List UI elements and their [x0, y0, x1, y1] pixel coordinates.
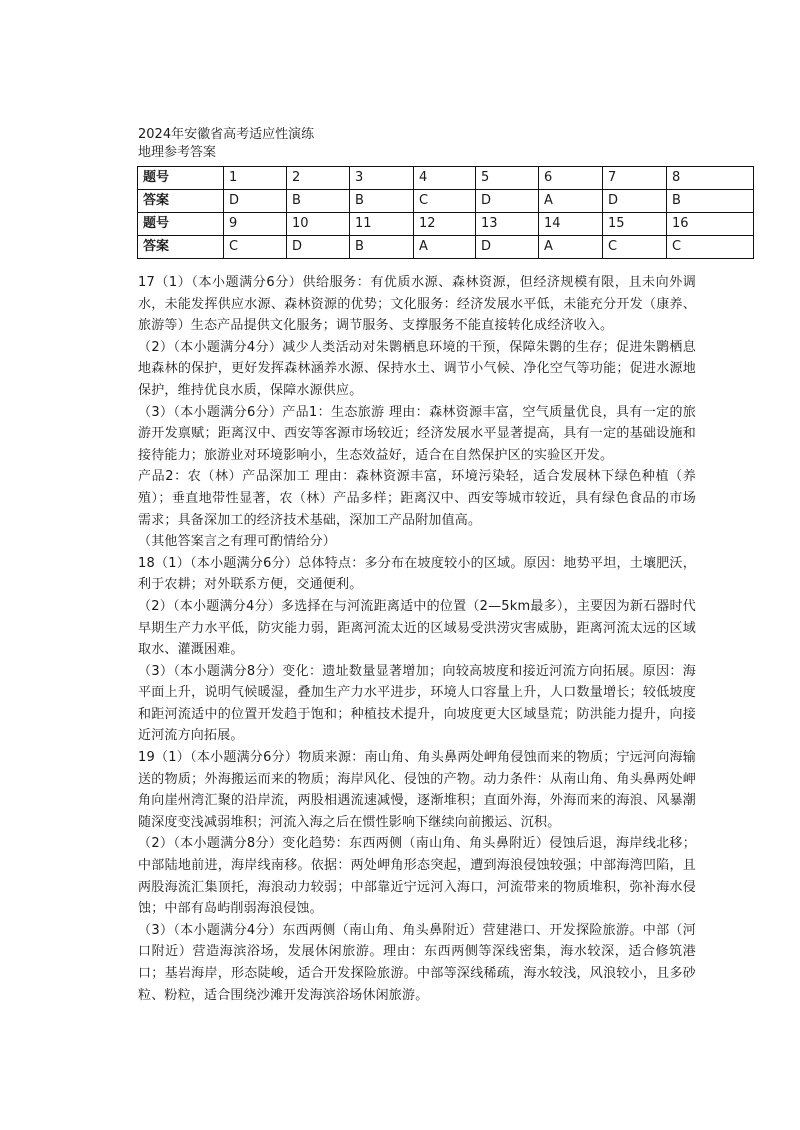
table-cell: 12	[414, 213, 476, 236]
table-cell: B	[350, 190, 414, 213]
table-cell: C	[603, 236, 667, 259]
answer-paragraph: （3）（本小题满分6分）产品1：生态旅游 理由：森林资源丰富，空气质量优良，具有一定的旅游开发禀赋；距离汉中、西安等客源市场较近；经济发展水平显著提高，具有一定的基础设施和接待能力；旅游业对环境影响小，生态效益好，适合在自然保护区的实验区开发。	[138, 404, 696, 463]
table-cell: D	[287, 236, 350, 259]
table-cell: A	[414, 236, 476, 259]
answer-paragraph: 19（1）（本小题满分6分）物质来源：南山角、角头鼻两处岬角侵蚀而来的物质；宁远河向海输送的物质；外海搬运而来的物质；海岸风化、侵蚀的产物。动力条件：从南山角、角头鼻两处岬角向崖州湾汇聚的沿岸流，两股相遇流速减慢，逐渐堆积；直面外海，外海而来的海浪、风暴潮随深度变浅减弱堆积；河流入海之后在惯性影响下继续向前搬运、沉积。	[138, 750, 696, 830]
table-cell: B	[350, 236, 414, 259]
table-cell: D	[224, 190, 287, 213]
answer-body	[138, 272, 696, 1006]
table-cell: 1	[224, 167, 287, 190]
table-cell: D	[476, 190, 539, 213]
table-row	[138, 213, 754, 236]
table-cell: 10	[287, 213, 350, 236]
document-subtitle: 地理参考答案	[138, 145, 217, 160]
table-row	[138, 167, 754, 190]
table-cell: 11	[350, 213, 414, 236]
table-cell: C	[667, 236, 754, 259]
table-cell: C	[224, 236, 287, 259]
table-row-label: 答案	[138, 190, 224, 213]
table-cell: D	[603, 190, 667, 213]
document-title: 2024年安徽省高考适应性演练	[138, 127, 315, 142]
table-cell: 8	[667, 167, 754, 190]
table-cell: A	[539, 190, 603, 213]
table-row-label: 答案	[138, 236, 224, 259]
table-cell: B	[287, 190, 350, 213]
table-row	[138, 190, 754, 213]
table-cell: 7	[603, 167, 667, 190]
table-cell: 4	[414, 167, 476, 190]
answer-paragraph: （3）（本小题满分8分）变化：遗址数量显著增加；向较高坡度和接近河流方向拓展。原因：海平面上升，说明气候暖湿，叠加生产力水平进步，环境人口容量上升，人口数量增长；较低坡度和距河流适中的位置开发趋于饱和；种植技术提升，向坡度更大区域垦荒；防洪能力提升，向接近河流方向拓展。	[138, 663, 696, 744]
table-cell: 15	[603, 213, 667, 236]
table-cell: 16	[667, 213, 754, 236]
answer-paragraph: 产品2：农（林）产品深加工 理由：森林资源丰富，环境污染轻，适合发展林下绿色种植（养殖）；垂直地带性显著，农（林）产品多样；距离汉中、西安等城市较近，具有绿色食品的市场需求；具备深加工的经济技术基础，深加工产品附加值高。	[138, 469, 696, 528]
answer-paragraph: （2）（本小题满分8分）变化趋势：东西两侧（南山角、角头鼻附近）侵蚀后退，海岸线北移；中部陆地前进，海岸线南移。依据：两处岬角形态突起，遭到海浪侵蚀较强；中部海湾凹陷，且两股海流汇集顶托，海浪动力较弱；中部靠近宁远河入海口，河流带来的物质堆积，弥补海水侵蚀；中部有岛屿削弱海浪侵蚀。	[138, 836, 696, 917]
table-cell: A	[539, 236, 603, 259]
table-cell: 9	[224, 213, 287, 236]
table-cell: 6	[539, 167, 603, 190]
table-cell: 3	[350, 167, 414, 190]
table-row-label: 题号	[138, 167, 224, 190]
table-cell: C	[414, 190, 476, 213]
answer-paragraph: 18（1）（本小题满分6分）总体特点：多分布在坡度较小的区域。原因：地势平坦，土壤肥沃，利于农耕；对外联系方便，交通便利。	[138, 555, 696, 593]
table-row	[138, 236, 754, 259]
table-cell: 5	[476, 167, 539, 190]
table-cell: D	[476, 236, 539, 259]
answer-paragraph: 17（1）（本小题满分6分）供给服务：有优质水源、森林资源，但经济规模有限，且未向外调水，未能发挥供应水源、森林资源的优势；文化服务：经济发展水平低，未能充分开发（康养、旅游等）生态产品提供文化服务；调节服务、支撑服务不能直接转化成经济收入。	[138, 275, 696, 334]
table-cell: 14	[539, 213, 603, 236]
table-cell: 2	[287, 167, 350, 190]
answer-paragraph: （2）（本小题满分4分）减少人类活动对朱鹮栖息环境的干预，保障朱鹮的生存；促进朱鹮栖息地森林的保护，更好发挥森林涵养水源、保持水土、调节小气候、净化空气等功能；促进水源地保护，维持优良水质，保障水源供应。	[138, 339, 696, 398]
answer-paragraph: （其他答案言之有理可酌情给分）	[138, 534, 337, 550]
table-row-label: 题号	[138, 213, 224, 236]
table-cell: 13	[476, 213, 539, 236]
answer-paragraph: （3）（本小题满分4分）东西两侧（南山角、角头鼻附近）营建港口、开发探险旅游。中部（河口附近）营造海滨浴场，发展休闲旅游。理由：东西两侧等深线密集，海水较深，适合修筑港口；基岩海岸，形态陡峻，适合开发探险旅游。中部等深线稀疏，海水较浅，风浪较小，且多砂粒、粉粒，适合围绕沙滩开发海滨浴场休闲旅游。	[138, 922, 696, 1003]
answer-table-body	[138, 167, 754, 259]
table-cell: B	[667, 190, 754, 213]
answer-table	[137, 166, 754, 259]
answer-paragraph: （2）（本小题满分4分）多选择在与河流距离适中的位置（2—5km最多），主要因为新石器时代早期生产力水平低，防灾能力弱，距离河流太近的区域易受洪涝灾害威胁，距离河流太远的区域取水、灌溉困难。	[138, 598, 696, 658]
